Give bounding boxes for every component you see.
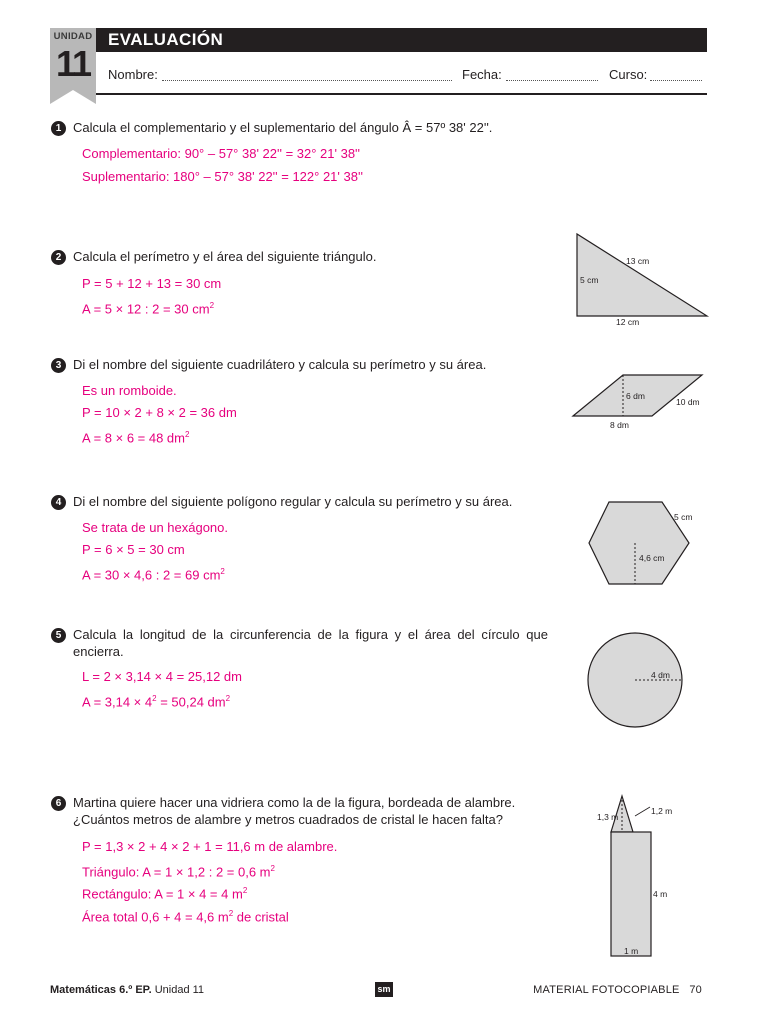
publisher-logo: sm bbox=[375, 982, 393, 997]
answer-line: Es un romboide. bbox=[82, 383, 177, 398]
answer-line: Suplementario: 180° – 57° 38' 22'' = 122° 21' 38'' bbox=[82, 169, 363, 184]
answer-line: A = 5 × 12 : 2 = 30 $cm^2$ bbox=[82, 301, 215, 317]
answer-line: L = 2 × 3,14 × 4 = 25,12 dm bbox=[82, 669, 242, 684]
rhomboid-base-label: 8 dm bbox=[610, 420, 629, 430]
answer-line: P = 5 + 12 + 13 = 30 cm bbox=[82, 276, 222, 291]
question-number: 3 bbox=[51, 358, 66, 373]
page-title: EVALUACIÓN bbox=[108, 30, 224, 49]
hexagon-apothem-label: 4,6 cm bbox=[639, 553, 665, 563]
window-rect-height-label: 4 m bbox=[653, 889, 668, 899]
triangle-height-label: 5 cm bbox=[580, 275, 599, 285]
name-label: Nombre: bbox=[108, 67, 158, 82]
rhomboid-figure bbox=[568, 368, 708, 432]
rhomboid-side-label: 10 dm bbox=[676, 397, 700, 407]
question-number: 4 bbox=[51, 495, 66, 510]
date-field[interactable] bbox=[506, 80, 598, 81]
answer-line: Triángulo: A = 1 × 1,2 : 2 = 0,6 $m^2$ bbox=[82, 864, 275, 880]
footer-book: Matemáticas 6.º EP. Unidad 11 bbox=[50, 984, 205, 996]
circle-radius-label: 4 dm bbox=[651, 670, 670, 680]
question-text: Calcula la longitud de la circunferencia de la figura y el área del círculo que encierra. bbox=[73, 627, 548, 659]
header-rule bbox=[96, 93, 707, 95]
answer-line: Se trata de un hexágono. bbox=[82, 520, 229, 535]
triangle-hypotenuse-label: 13 cm bbox=[626, 256, 650, 266]
unit-label: UNIDAD bbox=[53, 31, 93, 42]
question-text: Martina quiere hacer una vidriera como la de la figura, bordeada de alambre. ¿Cuántos metros de alambre y metros cuadrados de cristal le hacen falta? bbox=[73, 795, 516, 827]
answer-line: P = 6 × 5 = 30 cm bbox=[82, 542, 185, 557]
answer-line: Área total 0,6 + 4 = 4,6 $m^2$ de cristal bbox=[82, 909, 289, 925]
window-figure bbox=[590, 790, 680, 962]
question-number: 5 bbox=[51, 628, 66, 643]
date-label: Fecha: bbox=[462, 67, 502, 82]
rhomboid-height-label: 6 dm bbox=[626, 391, 645, 401]
footer-page: MATERIAL FOTOCOPIABLE 70 bbox=[533, 984, 702, 996]
name-field[interactable] bbox=[162, 80, 452, 81]
answer-line: $A = 3,14 \times 4^2 = 50,24$ $dm^2$ bbox=[82, 694, 231, 710]
answer-line: Complementario: 90° – 57° 38' 22'' = 32° 21' 38'' bbox=[82, 146, 361, 161]
window-height-label: 1,2 m bbox=[651, 806, 673, 816]
hexagon-figure bbox=[580, 495, 700, 587]
question-number: 1 bbox=[51, 121, 66, 136]
unit-number: 11 bbox=[55, 43, 91, 84]
answer-line: P = 10 × 2 + 8 × 2 = 36 dm bbox=[82, 405, 237, 420]
question-text: Di el nombre del siguiente cuadrilátero y calcula su perímetro y su área. bbox=[73, 357, 487, 372]
course-label: Curso: bbox=[609, 67, 648, 82]
answer-line: Rectángulo: A = 1 × 4 = 4 $m^2$ bbox=[82, 886, 248, 902]
window-width-label: 1 m bbox=[624, 946, 639, 956]
circle-figure bbox=[586, 628, 690, 732]
answer-line: A = 30 × 4,6 : 2 = 69 $cm^2$ bbox=[82, 567, 225, 583]
triangle-base-label: 12 cm bbox=[616, 317, 640, 327]
question-text: Calcula el perímetro y el área del siguiente triángulo. bbox=[73, 249, 377, 264]
course-field[interactable] bbox=[650, 80, 702, 81]
window-side-label: 1,3 m bbox=[597, 812, 619, 822]
triangle-figure bbox=[570, 228, 710, 328]
question-text: Di el nombre del siguiente polígono regular y calcula su perímetro y su área. bbox=[73, 494, 513, 509]
question-number: 6 bbox=[51, 796, 66, 811]
answer-line: P = 1,3 × 2 + 4 × 2 + 1 = 11,6 m de alambre. bbox=[82, 839, 338, 854]
question-text: Calcula el complementario y el suplementario del ángulo Â = 57º 38' 22''. bbox=[73, 120, 493, 135]
question-number: 2 bbox=[51, 250, 66, 265]
hexagon-side-label: 5 cm bbox=[674, 512, 693, 522]
answer-line: A = 8 × 6 = 48 $dm^2$ bbox=[82, 430, 190, 446]
